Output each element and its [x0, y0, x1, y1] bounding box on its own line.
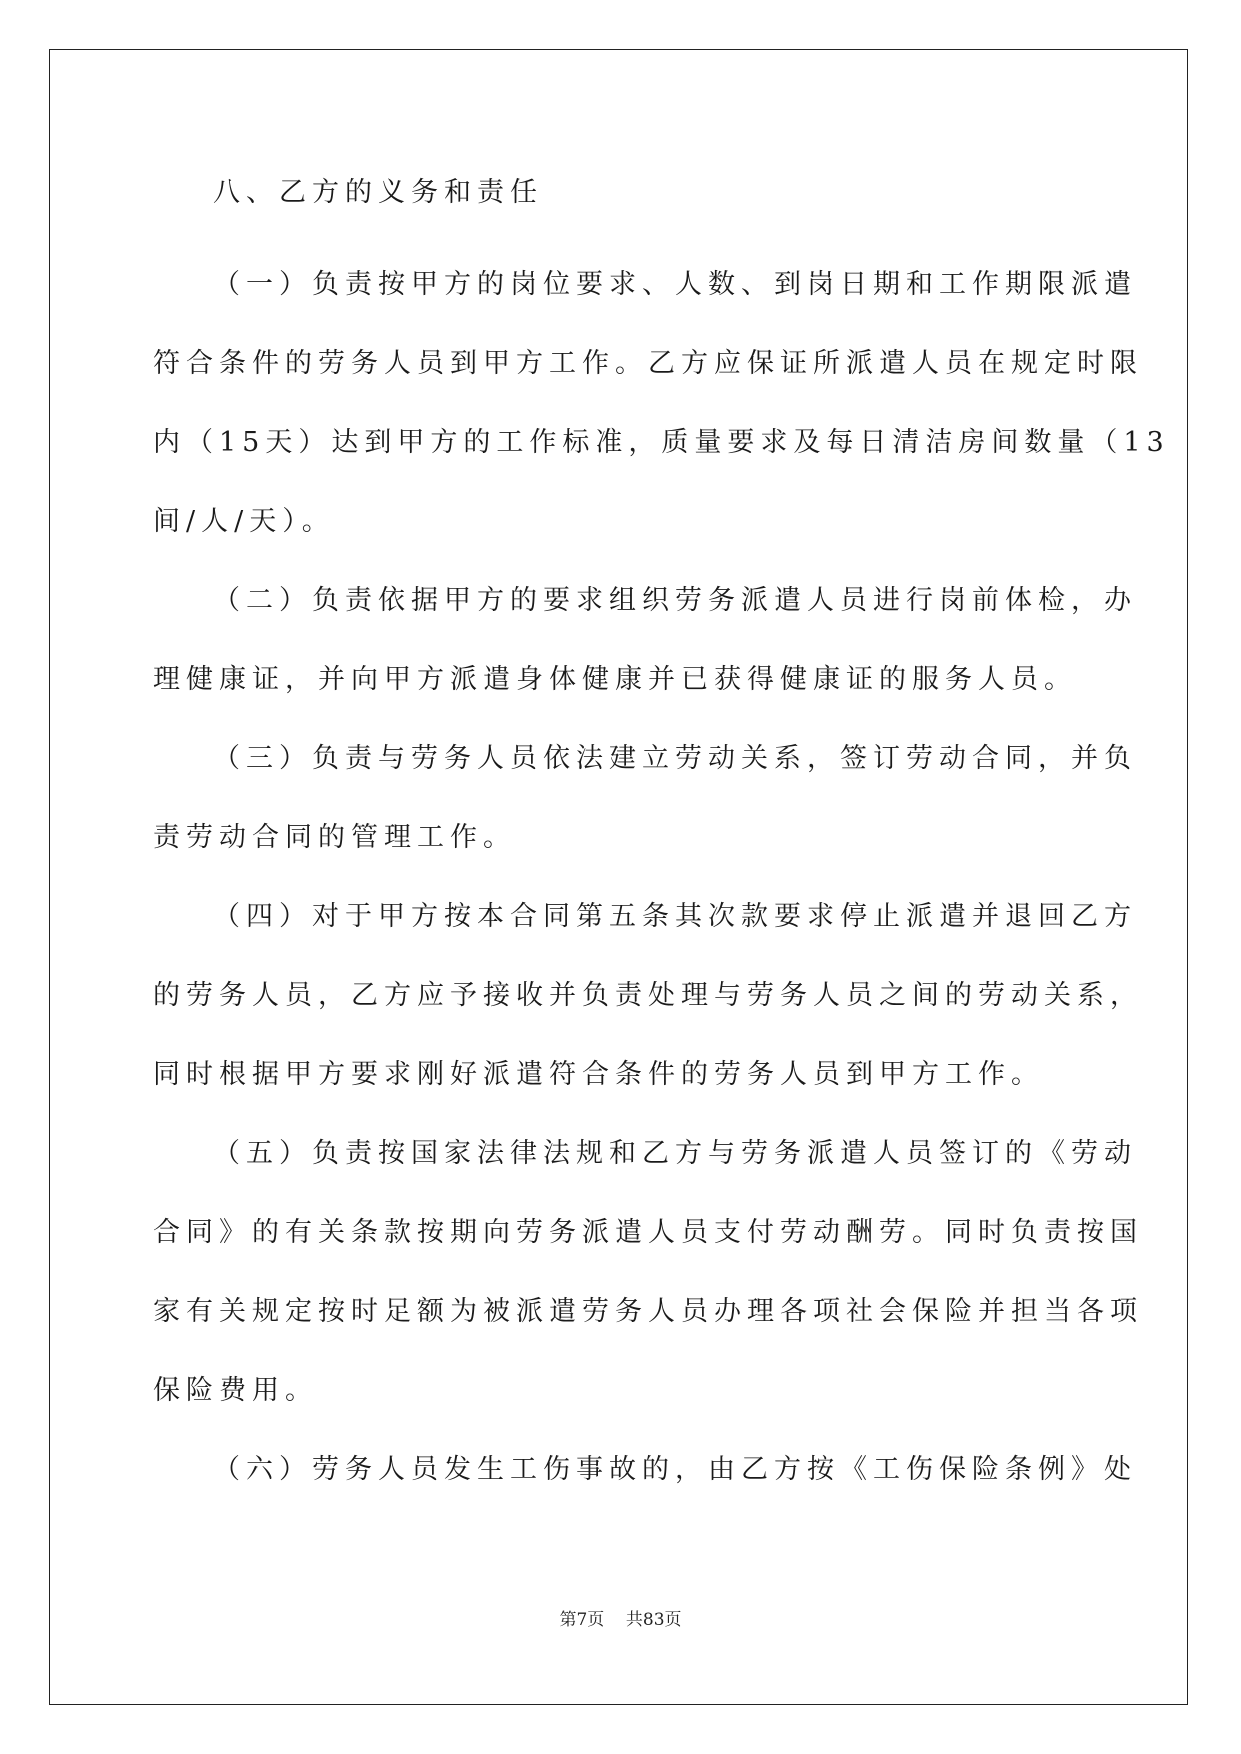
paragraph-line: （二）负责依据甲方的要求组织劳务派遣人员进行岗前体检，办: [213, 585, 1137, 616]
paragraph-line: （六）劳务人员发生工伤事故的，由乙方按《工伤保险条例》处: [213, 1454, 1137, 1485]
paragraph-5: [153, 1114, 1143, 1430]
paragraph-line: （一）负责按甲方的岗位要求、人数、到岗日期和工作期限派遣: [213, 269, 1137, 300]
paragraph-line: 的劳务人员，乙方应予接收并负责处理与劳务人员之间的劳动关系，: [153, 980, 1143, 1011]
page-total: 共83页: [625, 1610, 682, 1630]
paragraph-line: 符合条件的劳务人员到甲方工作。乙方应保证所派遣人员在规定时限: [153, 348, 1143, 379]
paragraph-line: 家有关规定按时足额为被派遣劳务人员办理各项社会保险并担当各项: [153, 1296, 1143, 1327]
paragraph-6: [153, 1430, 1137, 1509]
paragraph-line: 责劳动合同的管理工作。: [153, 822, 516, 853]
paragraph-3: [153, 719, 1137, 877]
paragraph-line: 合同》的有关条款按期向劳务派遣人员支付劳动酬劳。同时负责按国: [153, 1217, 1143, 1248]
section-heading: 八、乙方的义务和责任: [213, 177, 543, 208]
paragraph-line: （五）负责按国家法律法规和乙方与劳务派遣人员签订的《劳动: [213, 1138, 1137, 1169]
paragraph-line: （四）对于甲方按本合同第五条其次款要求停止派遣并退回乙方: [213, 901, 1137, 932]
page-footer: [0, 1605, 1241, 1630]
footer-spacer: [604, 1610, 626, 1630]
paragraph-2: [153, 561, 1137, 719]
paragraph-line: （三）负责与劳务人员依法建立劳动关系，签订劳动合同，并负: [213, 743, 1137, 774]
document-body: [153, 165, 1170, 1509]
paragraph-4: [153, 877, 1143, 1114]
paragraph-line: 保险费用。: [153, 1375, 318, 1406]
paragraph-line: 内（15天）达到甲方的工作标准，质量要求及每日清洁房间数量（13: [153, 427, 1170, 458]
paragraph-line: 同时根据甲方要求刚好派遣符合条件的劳务人员到甲方工作。: [153, 1059, 1044, 1090]
paragraph-1: [153, 245, 1170, 561]
paragraph-line: 理健康证，并向甲方派遣身体健康并已获得健康证的服务人员。: [153, 664, 1077, 695]
paragraph-line: 间/人/天）。: [153, 506, 335, 537]
page-number: 第7页: [559, 1610, 605, 1630]
